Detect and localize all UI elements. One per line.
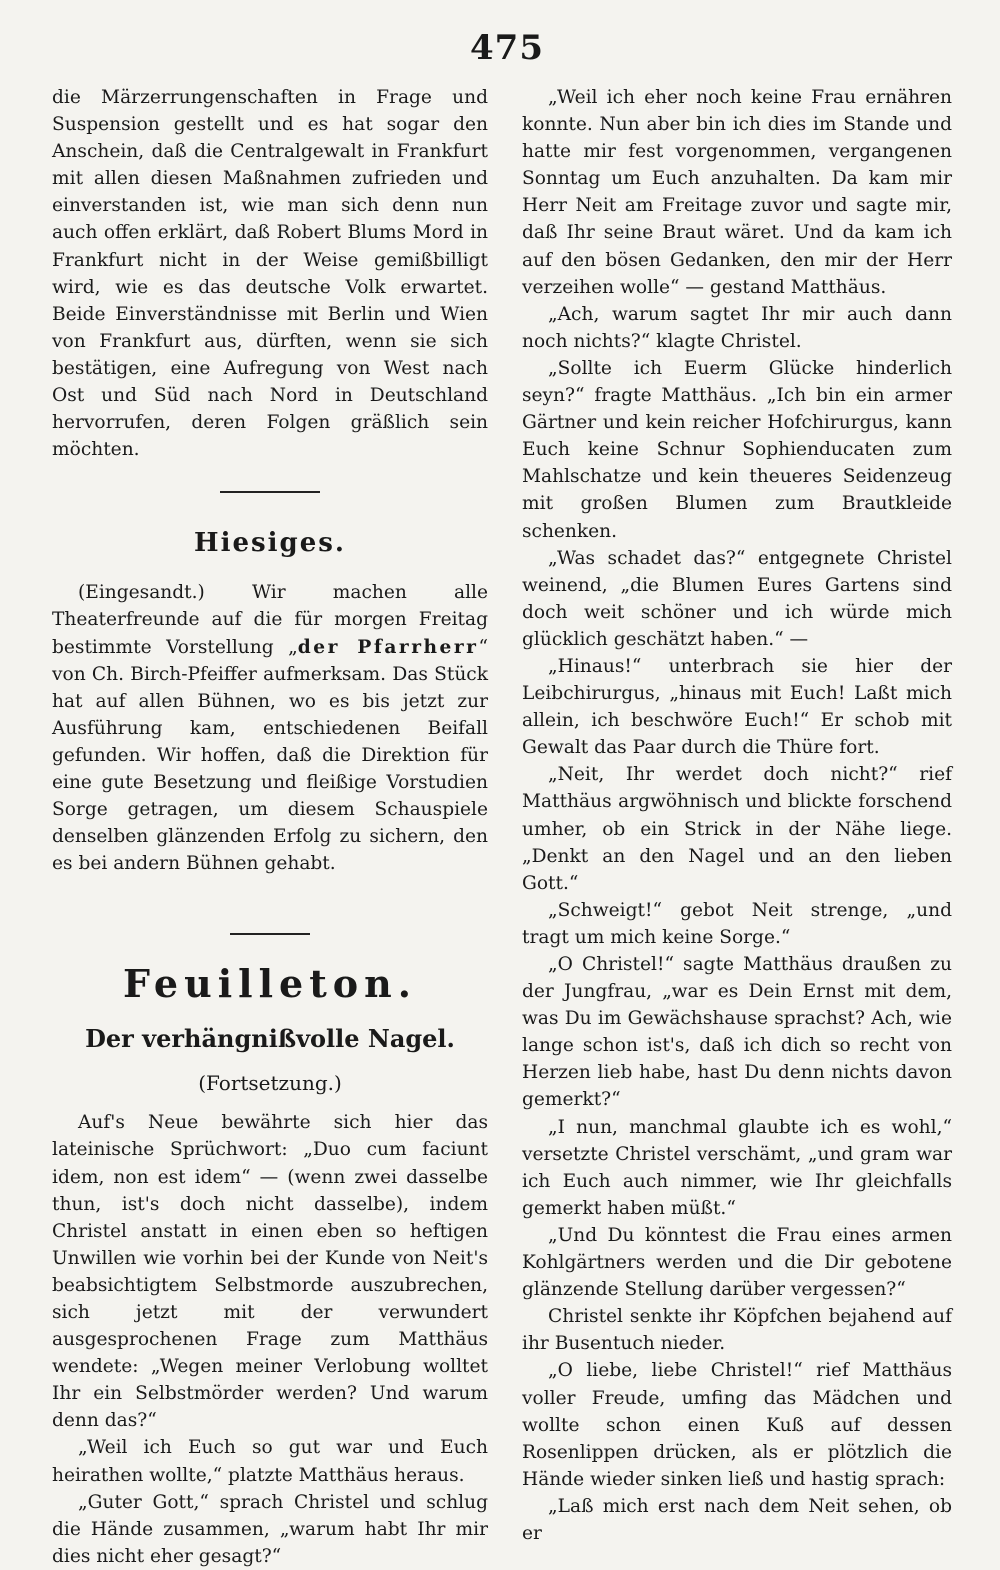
story-paragraph: „Was schadet das?“ entgegnete Christel weinend, „die Blumen Eures Gartens sind doch weit schöner und ich würde mich glücklich geschätzt haben.“ —	[522, 547, 952, 650]
feuilleton-heading: Feuilleton.	[123, 961, 417, 1007]
intro-paragraph: die Märzerrungenschaften in Frage und Suspension gestellt und es hat sogar den Anschein, daß die Centralgewalt in Frankfurt mit allen diesen Maßnahmen zufrieden und einverstanden ist, wie man sich denn nun auch offen erklärt, daß Robert Blums Mord in Frankfurt nicht in der Weise gemißbilligt wird, wie es das deutsche Volk erwartet. Beide Einverständnisse mit Berlin und Wien von Frankfurt aus, dürften, wenn sie sich bestätigen, eine Aufregung von West nach Ost und Süd nach Nord in Deutschland hervorrufen, deren Folgen gräßlich sein möchten.	[52, 87, 488, 461]
right-column	[522, 84, 952, 1547]
section-divider	[220, 491, 320, 493]
page-number: 475	[470, 28, 544, 68]
left-column	[52, 84, 488, 1570]
story-paragraph: „Neit, Ihr werdet doch nicht?“ rief Matthäus argwöhnisch und blickte forschend umher, ob ein Strick in der Nähe liege. „Denkt an den Nagel und an den lieben Gott.“	[522, 764, 952, 894]
story-paragraph: „I nun, manchmal glaubte ich es wohl,“ versetzte Christel verschämt, „und gram war ich Euch auch nimmer, wie Ihr gleichfalls gemerkt haben müßt.“	[522, 1116, 952, 1219]
story-paragraph: „Sollte ich Euerm Glücke hinderlich seyn?“ fragte Matthäus. „Ich bin ein armer Gärtner und kein reicher Hofchirurgus, kann Euch keine Schnur Sophienducaten zum Mahlschatze und kein theueres Seidenzeug mit großen Blumen zum Brautkleide schenken.	[522, 357, 952, 542]
story-paragraph: „Guter Gott,“ sprach Christel und schlug die Hände zusammen, „warum habt Ihr mir dies nicht eher gesagt?“	[52, 1491, 488, 1567]
hiesiges-text-before: (Eingesandt.) Wir machen alle Theaterfreunde auf die für morgen Freitag bestimmte Vorstellung „	[52, 582, 488, 658]
story-paragraph: „Weil ich eher noch keine Frau ernähren konnte. Nun aber bin ich dies im Stande und hatte mir fest vorgenommen, vergangenen Sonntag um Euch anzuhalten. Da kam mir Herr Neit am Freitage zuvor und sagte mir, daß Ihr seine Braut wäret. Und da kam ich auf den bösen Gedanken, den mir der Herr verzeihen wolle“ — gestand Matthäus.	[522, 87, 952, 298]
hiesiges-text-after: “ von Ch. Birch-Pfeiffer aufmerksam. Das Stück hat auf allen Bühnen, wo es bis jetzt zur Ausführung kam, entschiedenen Beifall gefunden. Wir hoffen, daß die Direktion für eine gute Besetzung und fleißige Vorstudien Sorge getragen, um diesem Schauspiele denselben glänzenden Erfolg zu sichern, den es bei andern Bühnen gehabt.	[52, 636, 488, 875]
story-paragraph: „Und Du könntest die Frau eines armen Kohlgärtners werden und die Dir gebotene glänzende Stellung darüber vergessen?“	[522, 1224, 952, 1301]
story-paragraph: „Schweigt!“ gebot Neit strenge, „und tragt um mich keine Sorge.“	[522, 899, 952, 948]
story-paragraph: „Ach, warum sagtet Ihr mir auch dann noch nichts?“ klagte Christel.	[522, 303, 952, 352]
section-divider	[230, 933, 310, 935]
story-paragraph: „Laß mich erst nach dem Neit sehen, ob er	[522, 1495, 952, 1544]
play-title: der Pfarrherr	[297, 636, 479, 658]
hiesiges-paragraph	[52, 579, 488, 877]
story-paragraph: „Weil ich Euch so gut war und Euch heirathen wollte,“ platzte Matthäus heraus.	[52, 1437, 488, 1486]
story-paragraph: „O liebe, liebe Christel!“ rief Matthäus voller Freude, umfing das Mädchen und wollte schon einen Kuß auf dessen Rosenlippen drücken, als er plötzlich die Hände wieder sinken ließ und hastig sprach:	[522, 1360, 952, 1490]
story-title: Der verhängnißvolle Nagel.	[85, 1024, 455, 1054]
story-paragraph: Auf's Neue bewährte sich hier das lateinische Sprüchwort: „Duo cum faciunt idem, non est idem“ — (wenn zwei dasselbe thun, ist's doch nicht dasselbe), indem Christel anstatt in einen eben so heftigen Unwillen wie vorhin bei der Kunde von Neit's beabsichtigtem Selbstmorde auszubrechen, sich jetzt mit der verwundert ausgesprochenen Frage zum Matthäus wendete: „Wegen meiner Verlobung wolltet Ihr ein Selbstmörder werden? Und warum denn das?“	[52, 1112, 488, 1432]
story-paragraph: Christel senkte ihr Köpfchen bejahend auf ihr Busentuch nieder.	[522, 1306, 952, 1355]
hiesiges-heading: Hiesiges.	[194, 528, 346, 559]
story-subtitle: (Fortsetzung.)	[198, 1071, 342, 1096]
story-paragraph: „O Christel!“ sagte Matthäus draußen zu der Jungfrau, „war es Dein Ernst mit dem, was Du im Gewächshause sprachst? Ach, wie lange schon ist's, daß ich dich so recht von Herzen lieb habe, hast Du denn nichts davon gemerkt?“	[522, 954, 952, 1111]
story-paragraph: „Hinaus!“ unterbrach sie hier der Leibchirurgus, „hinaus mit Euch! Laßt mich allein, ich beschwöre Euch!“ Er schob mit Gewalt das Paar durch die Thüre fort.	[522, 655, 952, 759]
